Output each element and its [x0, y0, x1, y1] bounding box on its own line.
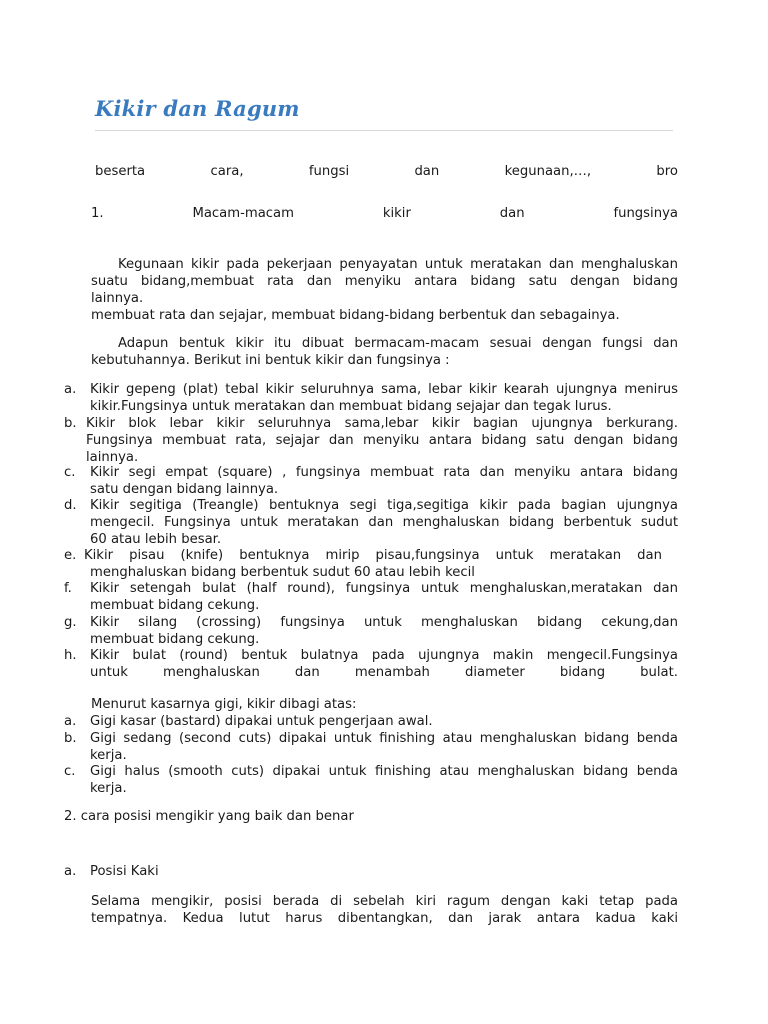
- subtitle-word: beserta: [95, 164, 146, 179]
- list-item-line: Kikir pisau (knife) bentuknya mirip pisau,fungsinya untuk meratakan dan: [84, 548, 662, 563]
- list-item-line: 60 atau lebih besar.: [90, 532, 222, 547]
- list-marker: b.: [64, 416, 77, 431]
- section1-word: Macam-macam: [192, 206, 294, 221]
- list-marker: b.: [64, 731, 77, 746]
- list-marker: g.: [64, 615, 77, 630]
- list-marker: h.: [64, 648, 77, 663]
- paragraph-posisi-kaki: [91, 893, 678, 927]
- posisi-kaki-label: Posisi Kaki: [90, 864, 159, 879]
- section1-word: dan: [499, 206, 525, 221]
- list-item-line: mengecil. Fungsinya untuk meratakan dan menghaluskan bidang berbentuk sudut: [90, 515, 678, 530]
- section1-word: kikir: [382, 206, 411, 221]
- list-item-line: membuat bidang cekung.: [90, 598, 260, 613]
- section1-word: fungsinya: [613, 206, 678, 221]
- list-item-line: Kikir gepeng (plat) tebal kikir seluruhnya sama, lebar kikir kearah ujungnya menirus: [90, 382, 678, 397]
- paragraph-line: membuat rata dan sejajar, membuat bidang-bidang berbentuk dan sebagainya.: [91, 308, 620, 323]
- paragraph-line: tempatnya. Kedua lutut harus dibentangkan, dan jarak antara kadua kaki: [91, 911, 678, 926]
- list-item-line: untuk menghaluskan dan menambah diameter bidang bulat.: [90, 665, 678, 680]
- document-title: Kikir dan Ragum: [95, 96, 300, 121]
- gigi-intro: Menurut kasarnya gigi, kikir dibagi atas:: [91, 697, 357, 712]
- list-marker: d.: [64, 498, 77, 513]
- subtitle-word: bro: [656, 164, 678, 179]
- paragraph-line: kebutuhannya. Berikut ini bentuk kikir dan fungsinya :: [91, 353, 450, 368]
- list-item-line: satu dengan bidang lainnya.: [90, 482, 279, 497]
- subtitle-word: kegunaan,…,: [504, 164, 592, 179]
- list-item-line: Fungsinya membuat rata, sejajar dan menyiku antara bidang satu dengan bidang: [86, 433, 678, 448]
- title-divider: [95, 130, 673, 131]
- paragraph-line: suatu bidang,membuat rata dan menyiku antara bidang satu dengan bidang: [91, 274, 678, 289]
- section-1-heading: [91, 205, 678, 222]
- list-marker: f.: [64, 581, 72, 596]
- list-item-line: menghaluskan bidang berbentuk sudut 60 atau lebih kecil: [90, 565, 475, 580]
- list-item-line: kerja.: [90, 748, 127, 763]
- list-item-line: Kikir bulat (round) bentuk bulatnya pada ujungnya makin mengecil.Fungsinya: [90, 648, 678, 663]
- paragraph-line: Adapun bentuk kikir itu dibuat bermacam-macam sesuai dengan fungsi dan: [118, 336, 678, 351]
- paragraph-bentuk-kikir: [91, 335, 678, 369]
- list-item-line: kerja.: [90, 781, 127, 796]
- list-marker: e.: [64, 548, 77, 563]
- subtitle-word: fungsi: [308, 164, 350, 179]
- list-item-line: Kikir segi empat (square) , fungsinya membuat rata dan menyiku antara bidang: [90, 465, 678, 480]
- subtitle-word: cara,: [210, 164, 244, 179]
- list-item-line: membuat bidang cekung.: [90, 632, 260, 647]
- list-item-line: kikir.Fungsinya untuk meratakan dan membuat bidang sejajar dan tegak lurus.: [90, 399, 612, 414]
- section1-word: 1.: [91, 206, 104, 221]
- list-item-line: Kikir segitiga (Treangle) bentuknya segi tiga,segitiga kikir pada bagian ujungnya: [90, 498, 678, 513]
- list-marker: a.: [64, 382, 77, 397]
- paragraph-kegunaan: [91, 256, 678, 324]
- list-item-line: Kikir blok lebar kikir seluruhnya sama,lebar kikir bagian ujungnya berkurang.: [86, 416, 678, 431]
- list-marker: a.: [64, 864, 77, 879]
- section-2-heading: 2. cara posisi mengikir yang baik dan benar: [64, 809, 354, 824]
- list-marker: a.: [64, 714, 77, 729]
- list-item-line: Gigi sedang (second cuts) dipakai untuk finishing atau menghaluskan bidang benda: [90, 731, 678, 746]
- list-marker: c.: [64, 465, 76, 480]
- subtitle-word: dan: [414, 164, 440, 179]
- list-item-line: Kikir setengah bulat (half round), fungsinya untuk menghaluskan,meratakan dan: [90, 581, 678, 596]
- list-item-line: lainnya.: [86, 450, 139, 465]
- paragraph-line: Selama mengikir, posisi berada di sebelah kiri ragum dengan kaki tetap pada: [91, 894, 678, 909]
- list-item-line: Gigi kasar (bastard) dipakai untuk pengerjaan awal.: [90, 714, 433, 729]
- list-item-line: Kikir silang (crossing) fungsinya untuk menghaluskan bidang cekung,dan: [90, 615, 678, 630]
- paragraph-line: Kegunaan kikir pada pekerjaan penyayatan untuk meratakan dan menghaluskan: [118, 257, 678, 272]
- subtitle-line: [95, 163, 678, 180]
- paragraph-line: lainnya.: [91, 291, 144, 306]
- list-item-line: Gigi halus (smooth cuts) dipakai untuk finishing atau menghaluskan bidang benda: [90, 764, 678, 779]
- list-marker: c.: [64, 764, 76, 779]
